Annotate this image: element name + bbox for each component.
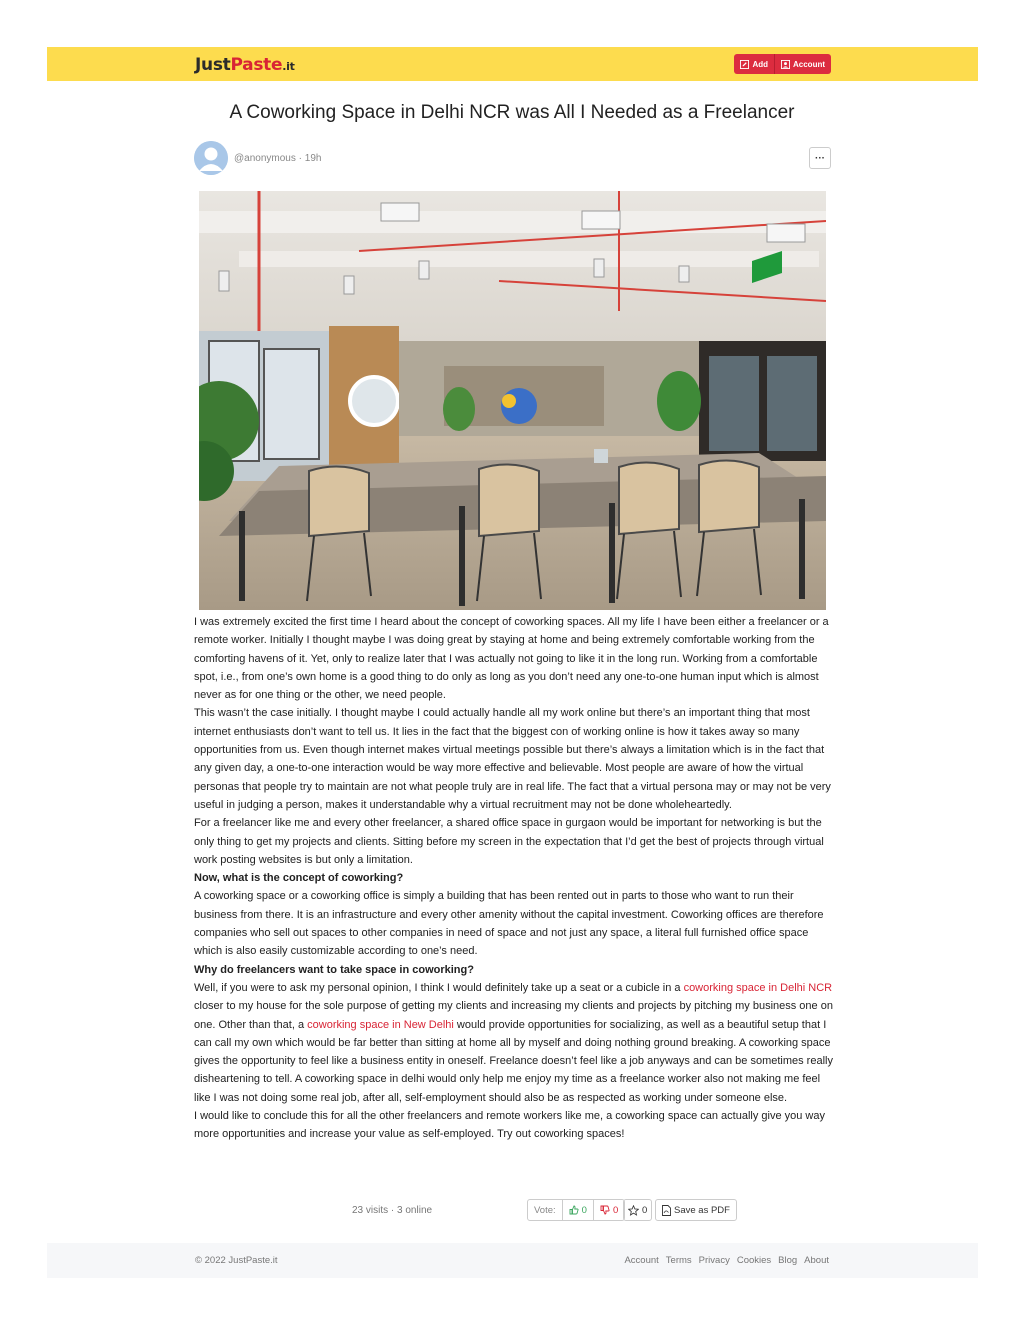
article-photo: [199, 191, 826, 610]
article-body: [194, 613, 834, 1144]
article-paragraph: This wasn’t the case initially. I thought maybe I could actually handle all my work online but there’s an important thing that most internet enthusiasts don’t want to tell us. It lies in the fact that the biggest con of working online is how it takes away so many opportunities from us. Even though internet makes virtual meetings possible but there’s always a limitation which is in the fact that any given day, a one-to-one interaction would be way more effective and believable. Most people are aware of how the virtual personas that people try to maintain are not what people truly are in real life. The fact that a virtual persona may or may not be very useful in judging a person, makes it understandable why a virtual recruitment may not be done wholeheartedly.: [194, 707, 831, 811]
coworking-delhi-ncr-link[interactable]: coworking space in Delhi NCR: [683, 981, 833, 994]
footer-link-blog[interactable]: Blog: [778, 1255, 798, 1266]
article-heading: Why do freelancers want to take space in coworking?: [194, 963, 474, 976]
save-pdf-button[interactable]: Save as PDF: [655, 1199, 737, 1221]
edit-icon: [740, 60, 749, 69]
vote-group: [527, 1199, 625, 1221]
footer-link-about[interactable]: About: [804, 1255, 829, 1266]
article-paragraph: For a freelancer like me and every other freelancer, a shared office space in gurgaon would be important for networking is but the only thing to get my projects and clients. Sitting before my screen in the expectation that I’d get the best of projects through virtual work posting websites is but only a limitation.: [194, 817, 824, 866]
user-icon: [781, 60, 790, 69]
footer-link-cookies[interactable]: Cookies: [736, 1255, 772, 1266]
footer-link-terms[interactable]: Terms: [665, 1255, 692, 1266]
footer: [47, 1243, 978, 1278]
downvote-button[interactable]: 0: [594, 1200, 624, 1220]
upvote-button[interactable]: 0: [563, 1200, 594, 1220]
header-button-group: [734, 54, 831, 74]
coworking-new-delhi-link[interactable]: coworking space in New Delhi: [307, 1018, 454, 1031]
article-paragraph: Well, if you were to ask my personal opinion, I think I would definitely take up a seat or a cubicle in a coworking space in Delhi NCR closer to my house for the sole purpose of getting my clients and increasing my clients and projects by pitching my business one on one. Other than that, a coworking space in New Delhi would provide opportunities for socializing, as well as a beautiful setup that I can call my own which would be far better than sitting at home all by myself and doing nothing ground breaking. A coworking space gives the opportunity to feel like a business entity in oneself. Freelance doesn’t feel like a job anyways and can be sometimes really disheartening to tell. A coworking space in delhi would only help me enjoy my time as a freelance worker also not making me feel like I was not doing some real job, after all, self-employment should also be as respected as working under someone else.: [194, 981, 833, 1104]
user-avatar-icon: [194, 141, 228, 175]
pdf-file-icon: [662, 1205, 671, 1216]
article-paragraph: A coworking space or a coworking office is simply a building that has been rented out in parts to those who want to run their business from there. It is an infrastructure and every other amenity without the capital investment. Coworking offices are therefore companies who sell out spaces to other companies in need of space and not just any space, a literal full furnished office space which is also easily customizable according to one’s need.: [194, 890, 824, 958]
footer-links: [624, 1255, 829, 1266]
vote-label: Vote:: [528, 1200, 563, 1220]
more-options-button[interactable]: ···: [809, 147, 831, 169]
thumbs-up-icon: [569, 1205, 579, 1215]
footer-link-account[interactable]: Account: [624, 1255, 659, 1266]
article-heading: Now, what is the concept of coworking?: [194, 872, 404, 885]
article-paragraph: I was extremely excited the first time I heard about the concept of coworking spaces. All my life I have been either a freelancer or a remote worker. Initially I thought maybe I was doing great by staying at home and being extremely comfortable working from the comforting havens of it. Yet, only to realize later that I was actually not going to like it in the long run. Working from a comfortable spot, i.e., from one’s own home is a good thing to do only as long as you don’t need any one-to-one human input which is almost never as for one thing or the other, we need people.: [194, 616, 829, 702]
logo[interactable]: JustPaste.it: [195, 55, 295, 75]
top-bar: [47, 47, 978, 81]
footer-link-privacy[interactable]: Privacy: [698, 1255, 730, 1266]
visit-stats: 23 visits · 3 online: [352, 1205, 433, 1216]
copyright: © 2022 JustPaste.it: [195, 1255, 278, 1266]
avatar[interactable]: [194, 141, 228, 175]
visits-count: 23 visits: [352, 1205, 389, 1216]
thumbs-down-icon: [600, 1205, 610, 1215]
coworking-office-photo: [199, 191, 826, 610]
add-button[interactable]: Add: [734, 54, 775, 74]
star-icon: [628, 1205, 639, 1216]
author-link[interactable]: @anonymous: [234, 153, 296, 164]
post-age: 19h: [304, 153, 322, 164]
post-meta: @anonymous · 19h: [234, 153, 322, 164]
account-button[interactable]: Account: [775, 54, 831, 74]
favorite-button[interactable]: 0: [623, 1199, 652, 1221]
article-paragraph: I would like to conclude this for all the other freelancers and remote workers like me, a coworking space can actually give you way more opportunities and increase your value as self-employed. Try out coworking spaces!: [194, 1110, 825, 1141]
online-count: 3 online: [397, 1205, 433, 1216]
page-title: A Coworking Space in Delhi NCR was All I Needed as a Freelancer: [229, 102, 795, 123]
